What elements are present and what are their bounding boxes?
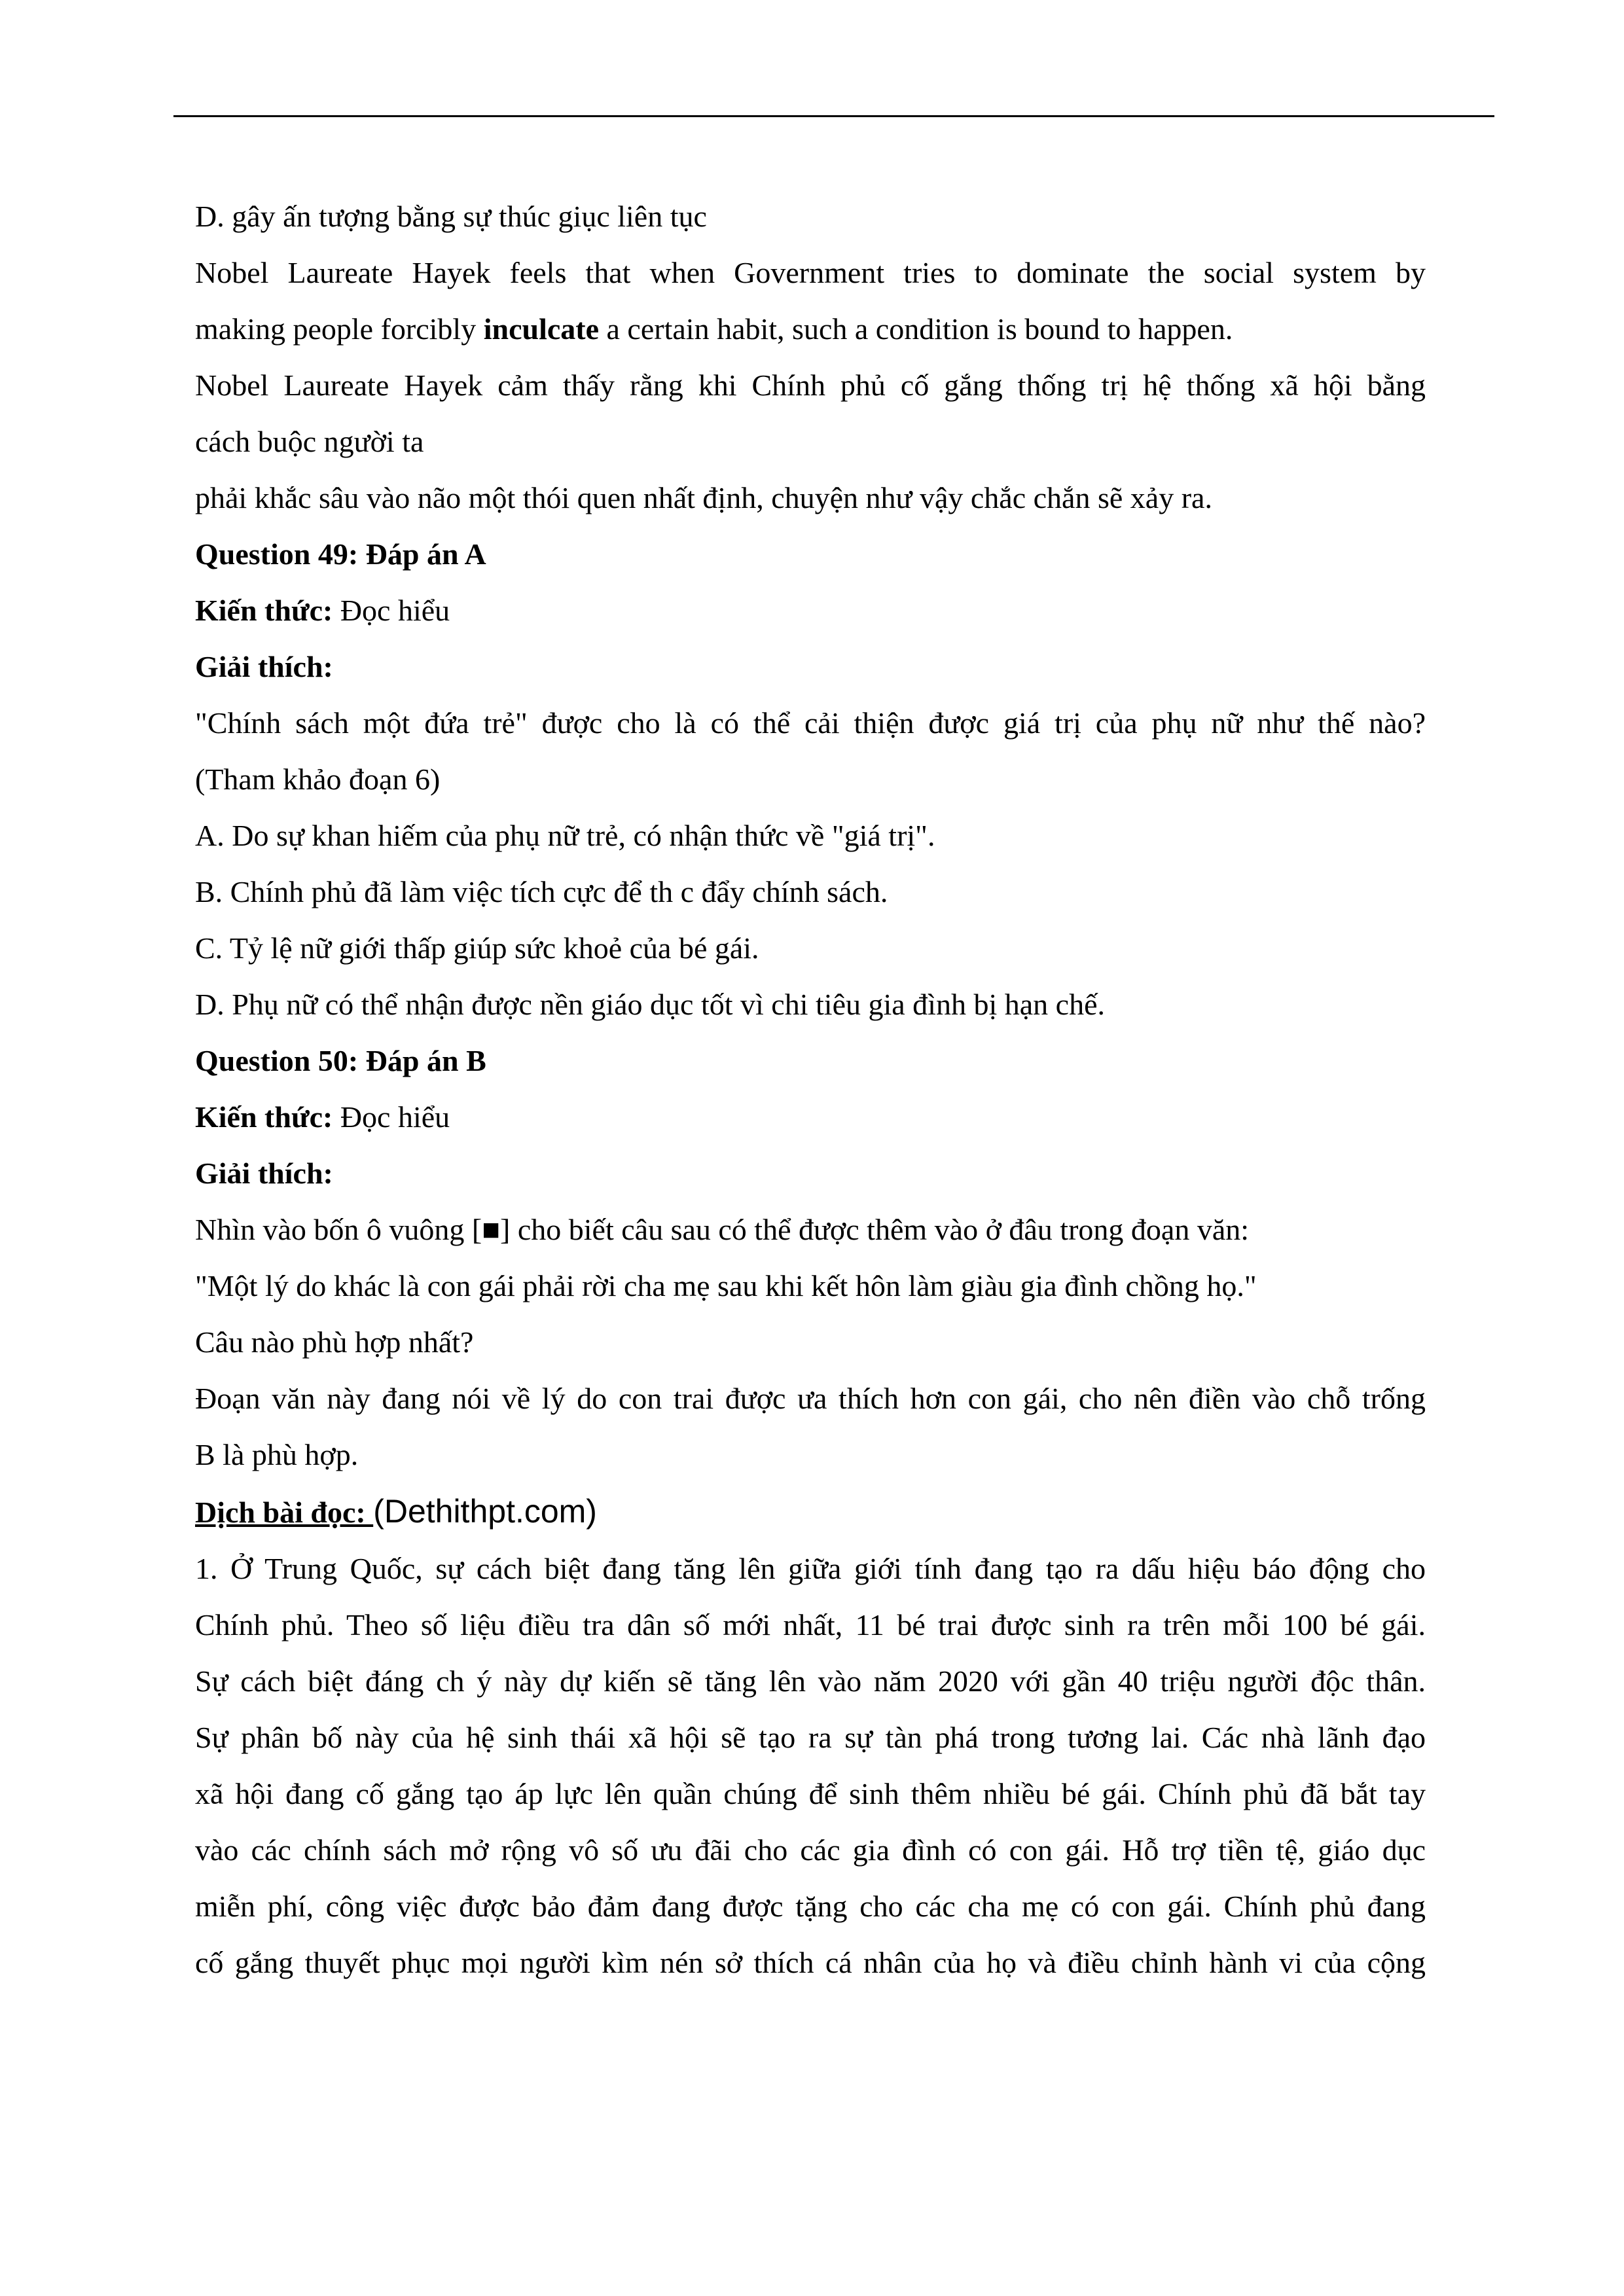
question-50-heading: Question 50: Đáp án B xyxy=(195,1044,486,1077)
question-49-option-b: B. Chính phủ đã làm việc tích cực để th c đẩy chính sách. xyxy=(195,875,888,908)
question-50-line-3: Câu nào phù hợp nhất? xyxy=(195,1325,474,1359)
vietnamese-translation-line-2: cách buộc người ta xyxy=(195,425,424,458)
english-sentence-post: a certain habit, such a condition is bound to happen. xyxy=(599,312,1233,346)
english-sentence-pre: making people forcibly xyxy=(195,312,484,346)
answer-option-d-line: D. gây ấn tượng bằng sự thúc giục liên tục xyxy=(195,200,707,233)
translation-p1-line-3: Sự cách biệt đáng ch ý này dự kiến sẽ tăng lên vào năm 2020 với gần 40 triệu người độc thân. xyxy=(195,1664,1426,1698)
english-sentence-line-2 xyxy=(195,301,1426,357)
translation-p1-line-5: xã hội đang cố gắng tạo áp lực lên quần chúng để sinh thêm nhiều bé gái. Chính phủ đã bắt tay xyxy=(195,1777,1426,1810)
question-50-line-2: "Một lý do khác là con gái phải rời cha mẹ sau khi kết hôn làm giàu gia đình chồng họ." xyxy=(195,1269,1257,1302)
vietnamese-translation-line-3: phải khắc sâu vào não một thói quen nhất định, chuyện như vậy chắc chắn sẽ xảy ra. xyxy=(195,481,1212,514)
translation-p1-line-7: miễn phí, công việc được bảo đảm đang được tặng cho các cha mẹ có con gái. Chính phủ đang xyxy=(195,1890,1426,1923)
question-49-heading: Question 49: Đáp án A xyxy=(195,537,486,571)
document-body xyxy=(195,188,1426,1991)
translation-source: (Dethithpt.com) xyxy=(373,1493,597,1530)
question-49-explain-label: Giải thích: xyxy=(195,650,333,683)
question-49-knowledge xyxy=(195,583,1426,639)
keyword-inculcate: inculcate xyxy=(483,312,600,346)
translation-p1-line-1: 1. Ở Trung Quốc, sự cách biệt đang tăng lên giữa giới tính đang tạo ra dấu hiệu báo động cho xyxy=(195,1552,1426,1585)
translation-heading xyxy=(195,1483,1426,1541)
question-50-line-4: Đoạn văn này đang nói về lý do con trai được ưa thích hơn con gái, cho nên điền vào chỗ trống xyxy=(195,1382,1426,1415)
translation-title: Dịch bài đọc: xyxy=(195,1496,374,1529)
translation-p1-line-2: Chính phủ. Theo số liệu điều tra dân số mới nhất, 11 bé trai được sinh ra trên mỗi 100 bé gái. xyxy=(195,1608,1426,1641)
translation-p1-line-4: Sự phân bố này của hệ sinh thái xã hội sẽ tạo ra sự tàn phá trong tương lai. Các nhà lãnh đạo xyxy=(195,1721,1426,1754)
question-49-text-line-2: (Tham khảo đoạn 6) xyxy=(195,762,441,796)
translation-p1-line-8: cố gắng thuyết phục mọi người kìm nén sở thích cá nhân của họ và điều chỉnh hành vi của cộng xyxy=(195,1946,1426,1979)
knowledge-value: Đọc hiểu xyxy=(333,594,450,627)
question-49-option-c: C. Tỷ lệ nữ giới thấp giúp sức khoẻ của bé gái. xyxy=(195,931,759,965)
question-49-option-d: D. Phụ nữ có thể nhận được nền giáo dục tốt vì chi tiêu gia đình bị hạn chế. xyxy=(195,988,1105,1021)
question-50-knowledge xyxy=(195,1089,1426,1145)
vietnamese-translation-line-1: Nobel Laureate Hayek cảm thấy rằng khi Chính phủ cố gắng thống trị hệ thống xã hội bằng xyxy=(195,368,1426,402)
question-50-explain-label: Giải thích: xyxy=(195,1157,333,1190)
question-50-line-1: Nhìn vào bốn ô vuông [■] cho biết câu sau có thể được thêm vào ở đâu trong đoạn văn: xyxy=(195,1213,1250,1246)
header-rule xyxy=(173,115,1494,117)
question-49-option-a: A. Do sự khan hiếm của phụ nữ trẻ, có nhận thức về "giá trị". xyxy=(195,819,935,852)
question-49-text-line-1: "Chính sách một đứa trẻ" được cho là có thể cải thiện được giá trị của phụ nữ như thế nào? xyxy=(195,706,1426,740)
knowledge-label: Kiến thức: xyxy=(195,594,333,627)
translation-p1-line-6: vào các chính sách mở rộng vô số ưu đãi cho các gia đình có con gái. Hỗ trợ tiền tệ, giáo dục xyxy=(195,1833,1426,1867)
knowledge-value: Đọc hiểu xyxy=(333,1100,450,1134)
question-50-line-5: B là phù hợp. xyxy=(195,1438,359,1471)
english-sentence-line-1: Nobel Laureate Hayek feels that when Government tries to dominate the social system by xyxy=(195,256,1426,289)
knowledge-label: Kiến thức: xyxy=(195,1100,333,1134)
